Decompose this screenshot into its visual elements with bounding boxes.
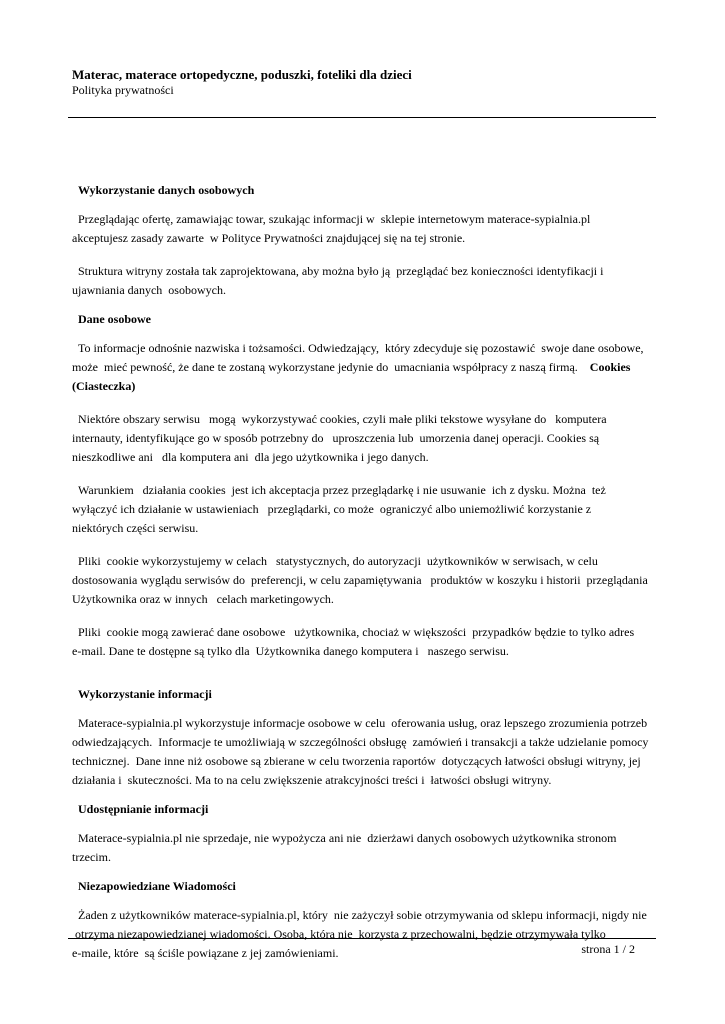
header-divider xyxy=(68,117,656,118)
section-heading-data-usage: Wykorzystanie danych osobowych xyxy=(72,183,255,197)
paragraph-information-sharing: Materace-sypialnia.pl nie sprzedaje, nie wypożycza ani nie dzierżawi danych osobowych użytkownika stronom trzecim. xyxy=(72,831,617,864)
paragraph-acceptance: Przeglądając ofertę, zamawiając towar, szukając informacji w sklepie internetowym materace-sypialnia.pl akceptujesz zasady zawarte w Polityce Prywatności znajdującej się na tej stronie. xyxy=(72,212,591,245)
page-header xyxy=(72,66,662,98)
paragraph-unsolicited-messages: Żaden z użytkowników materace-sypialnia.pl, który nie zażyczył sobie otrzymywania od sklepu informacji, nigdy nie otrzyma niezapowiedzianej wiadomości. Osoba, która nie korzysta z przechowalni, będzie otrzymywała tylko e-maile, które są ściśle powiązane z jej zamówieniami. xyxy=(72,908,647,960)
paragraph-personal-data-text: To informacje odnośnie nazwiska i tożsamości. Odwiedzający, który zdecyduje się pozostawić swoje dane osobowe, może mieć pewność, że dane te zostaną wykorzystane jedynie do umacniania współpracy z naszą firmą. xyxy=(72,341,644,374)
cookies-heading: Cookies (Ciasteczka) xyxy=(72,360,631,393)
page-number: strona 1 / 2 xyxy=(581,942,635,956)
section-heading-information-usage: Wykorzystanie informacji xyxy=(72,687,212,701)
document-title: Materac, materace ortopedyczne, poduszki, foteliki dla dzieci xyxy=(72,67,412,82)
paragraph-personal-data xyxy=(72,339,658,396)
footer-divider xyxy=(68,938,656,939)
paragraph-information-usage: Materace-sypialnia.pl wykorzystuje informacje osobowe w celu oferowania usług, oraz lepszego zrozumienia potrzeb odwiedzających. Informacje te umożliwiają w szczególności obsługę zamówień i transakcji a także udzielanie pomocy technicznej. Dane inne niż osobowe są zbierane w celu tworzenia raportów dotyczących łatwości obsługi witryny, jej działania i skuteczności. Ma to na celu zwiększenie atrakcyjności treści i łatwości obsługi witryny. xyxy=(72,716,649,787)
document-body xyxy=(72,181,658,963)
paragraph-cookies-personal-data: Pliki cookie mogą zawierać dane osobowe użytkownika, chociaż w większości przypadków będzie to tylko adres e-mail. Dane te dostępne są tylko dla Użytkownika danego komputera i naszego serwisu. xyxy=(72,625,635,658)
paragraph-cookies-acceptance: Warunkiem działania cookies jest ich akceptacja przez przeglądarkę i nie usuwanie ich z dysku. Można też wyłączyć ich działanie w ustawieniach przeglądarki, co może ograniczyć albo uniemożliwić korzystanie z niektórych części serwisu. xyxy=(72,483,606,535)
paragraph-cookies-intro: Niektóre obszary serwisu mogą wykorzystywać cookies, czyli małe pliki tekstowe wysyłane do komputera internauty, identyfikujące go w sposób potrzebny do uproszczenia lub umorzenia danej operacji. Cookies są nieszkodliwe ani dla komputera ani dla jego użytkownika i jego danych. xyxy=(72,412,607,464)
document-subtitle: Polityka prywatności xyxy=(72,83,174,97)
paragraph-cookies-purpose: Pliki cookie wykorzystujemy w celach statystycznych, do autoryzacji użytkowników w serwisach, w celu dostosowania wyglądu serwisów do preferencji, w celu zapamiętywania produktów w koszyku i historii przeglądania Użytkownika oraz w innych celach marketingowych. xyxy=(72,554,648,606)
paragraph-site-structure: Struktura witryny została tak zaprojektowana, aby można było ją przeglądać bez konieczności identyfikacji i ujawniania danych osobowych. xyxy=(72,264,604,297)
section-heading-personal-data: Dane osobowe xyxy=(72,312,152,326)
section-heading-unsolicited-messages: Niezapowiedziane Wiadomości xyxy=(72,879,236,893)
section-heading-information-sharing: Udostępnianie informacji xyxy=(72,802,209,816)
